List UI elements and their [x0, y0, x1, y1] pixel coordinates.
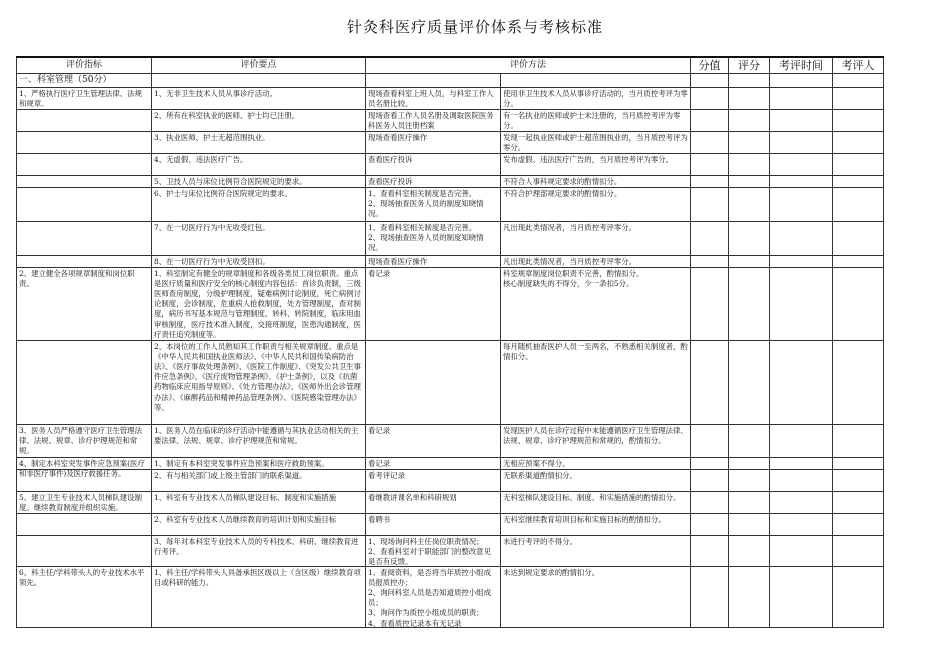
- header-review-time: 考评时间: [770, 57, 833, 74]
- header-reviewer: 考评人: [833, 57, 884, 74]
- method-cell-text: 看聘书: [368, 514, 391, 524]
- reviewer-cell: [833, 131, 884, 153]
- score-cell: [729, 221, 770, 255]
- score-cell: [729, 187, 770, 221]
- indicator-cell-text: 2、建立健全各项规章制度和岗位职责。: [19, 268, 135, 288]
- criterion-cell: [501, 566, 691, 627]
- method-cell: [366, 267, 501, 340]
- review-time-cell: [770, 175, 833, 187]
- score-value-cell: [691, 175, 729, 187]
- score-cell: [729, 424, 770, 457]
- reviewer-cell: [833, 469, 884, 491]
- criterion-cell-text: 凡出现此类情况者，当月质控考评零分。: [503, 222, 637, 232]
- criterion-cell: [501, 87, 691, 109]
- score-cell: [729, 513, 770, 535]
- header-score: 评分: [729, 57, 770, 74]
- method-cell: [366, 153, 501, 175]
- point-cell: [152, 469, 366, 491]
- reviewer-cell: [833, 87, 884, 109]
- review-time-cell: [770, 187, 833, 221]
- point-cell: [152, 175, 366, 187]
- score-cell: [729, 340, 770, 424]
- reviewer-cell: [833, 340, 884, 424]
- review-time-cell: [770, 109, 833, 131]
- score-value-cell: [691, 255, 729, 267]
- table-row: [17, 424, 884, 457]
- point-cell: [152, 153, 366, 175]
- table-row: [17, 566, 884, 627]
- method-cell-text: 看考评记录: [368, 470, 405, 480]
- review-time-cell: [770, 535, 833, 566]
- score-cell: [729, 87, 770, 109]
- table-row: [17, 87, 884, 109]
- score-cell: [729, 109, 770, 131]
- point-cell-text: 2、有与相关部门或上级主管部门的联系渠道。: [154, 470, 307, 480]
- point-cell-text: 6、护士与床位比例符合医院规定的要求。: [154, 188, 292, 198]
- point-cell-text: 1、医务人员在临床的诊疗活动中能遵循与其执业活动相关的主要法律、法规、规章、诊疗护理规范和常规。: [154, 425, 359, 445]
- indicator-cell: [17, 109, 152, 131]
- table-row: [17, 457, 884, 469]
- score-value-cell: [691, 131, 729, 153]
- indicator-cell-text: [19, 177, 149, 186]
- review-time-cell: [770, 267, 833, 340]
- method-cell-text: 看记录: [368, 268, 391, 278]
- method-cell-text: 现场查看医疗操作: [368, 132, 428, 142]
- point-cell-text: 2、所有在科室执业的医师、护士均已注册。: [154, 110, 300, 120]
- criterion-cell: [501, 513, 691, 535]
- criterion-cell-text: 无联系渠道酌情扣分。: [503, 470, 577, 480]
- indicator-cell: [17, 187, 152, 221]
- indicator-cell: [17, 457, 152, 478]
- point-cell-text: 2、科室有专业技术人员继续教育的培训计划和实施目标: [154, 514, 337, 524]
- table-row: [17, 109, 884, 131]
- point-cell-text: 5、卫技人员与床位比例符合医院规定的要求。: [154, 176, 307, 186]
- method-cell-text: 看记录: [368, 458, 391, 468]
- criterion-cell: [501, 187, 691, 221]
- indicator-cell: [17, 491, 152, 513]
- criterion-cell: [501, 267, 691, 340]
- reviewer-cell: [833, 491, 884, 513]
- reviewer-cell: [833, 535, 884, 566]
- criterion-cell-text: 不符合人事科规定要求的酌情扣分。: [503, 176, 622, 186]
- section-row: [17, 74, 884, 87]
- table-row: [17, 267, 884, 340]
- method-cell-text: 查看医疗投诉: [368, 154, 413, 164]
- table-row: [17, 153, 884, 175]
- criterion-cell: [501, 221, 691, 255]
- document-title: 针灸科医疗质量评价体系与考核标准: [346, 18, 603, 36]
- score-cell: [729, 175, 770, 187]
- indicator-cell: [17, 535, 152, 566]
- score-cell: [729, 491, 770, 513]
- method-cell-text: 现场查看科室上班人员，与科室工作人员名册比较。: [368, 88, 494, 108]
- table-row: [17, 340, 884, 424]
- review-time-cell: [770, 255, 833, 267]
- method-cell-text: 看记录: [368, 425, 391, 435]
- indicator-cell-text: [19, 133, 149, 152]
- point-cell-text: 8、在一切医疗行为中无收受回扣。: [154, 256, 270, 266]
- criterion-cell-text: 未达到规定要求的酌情扣分。: [503, 567, 600, 577]
- method-cell: [366, 187, 501, 221]
- criterion-cell: [501, 457, 691, 469]
- score-value-cell: [691, 187, 729, 221]
- table-row: [17, 469, 884, 491]
- score-cell: [729, 255, 770, 267]
- indicator-cell-text: [19, 257, 149, 266]
- score-cell: [729, 457, 770, 469]
- method-cell: [366, 255, 501, 267]
- section-title: 一、科室管理（50分）: [17, 74, 152, 87]
- method-cell-text: 1、查阅资料，是否将当年质控小组成员报质控办； 2、询问科室人员是否知道质控小组成员； 3、询问作为质控小组成员的职责； 4、查看质控记录本有无记录: [368, 567, 491, 628]
- point-cell: [152, 221, 366, 255]
- method-cell: [366, 340, 501, 424]
- score-value-cell: [691, 109, 729, 131]
- indicator-cell: [17, 424, 152, 457]
- method-cell: [366, 469, 501, 491]
- indicator-cell: [17, 255, 152, 267]
- score-cell: [729, 566, 770, 627]
- reviewer-cell: [833, 267, 884, 340]
- table-row: [17, 535, 884, 566]
- indicator-cell-text: 4、制定本科室突发事件应急预案(医疗和非医疗事件)及医疗救援任务。: [19, 458, 145, 478]
- method-cell-text: 看继教讲课名单和科研规划: [368, 492, 457, 502]
- criterion-cell: [501, 340, 691, 424]
- indicator-cell-text: [19, 111, 149, 130]
- score-value-cell: [691, 153, 729, 175]
- criterion-cell: [501, 469, 691, 491]
- method-cell: [366, 535, 501, 566]
- header-score-value: 分值: [691, 57, 729, 74]
- point-cell-text: 2、本岗位的工作人员熟知其工作职责与相关规章制度。重点是《中华人民共和国执业医师法》、《中华人民共和国传染病防治法》、《医疗事故处理条例》、《医院工作制度》、《突发公共卫生事件应急条例》、《医疗废物管理条例》、《护士条例》，以及《抗菌药物临床应用指导原则》、《处方管理办法》、《医师外出会诊管理办法》、《麻醉药品和精神药品管理条例》、《医院感染管理办法》等。: [154, 341, 361, 412]
- point-cell-text: 1、无非卫生技术人员从事诊疗活动。: [154, 88, 277, 98]
- criterion-cell-text: 无科室梯队建设目标、制度、和实施措施的酌情扣分。: [503, 492, 681, 502]
- criterion-cell-text: 发现医护人员在诊疗过程中未能遵循医疗卫生管理法律、法规、规章、诊疗护理规范和常规的，酌情扣分。: [503, 425, 688, 445]
- table-row: [17, 513, 884, 535]
- indicator-cell: [17, 267, 152, 340]
- method-cell-text: [368, 342, 498, 423]
- method-cell: [366, 513, 501, 535]
- indicator-cell: [17, 566, 152, 627]
- table-row: [17, 187, 884, 221]
- reviewer-cell: [833, 109, 884, 131]
- point-cell: [152, 109, 366, 131]
- reviewer-cell: [833, 457, 884, 469]
- score-value-cell: [691, 566, 729, 627]
- criterion-cell: [501, 491, 691, 513]
- criterion-cell: [501, 424, 691, 457]
- indicator-cell-text: 3、医务人员严格遵守医疗卫生管理法律、法规、规章、诊疗护理规范和常规。: [19, 425, 142, 456]
- method-cell: [366, 424, 501, 457]
- criterion-cell-text: 有一名执业的医师或护士未注册的，当月质控考评为零分。: [503, 110, 681, 130]
- review-time-cell: [770, 340, 833, 424]
- reviewer-cell: [833, 513, 884, 535]
- point-cell: [152, 87, 366, 109]
- review-time-cell: [770, 491, 833, 513]
- criterion-cell: [501, 153, 691, 175]
- method-cell-text: 查看医疗投诉: [368, 176, 413, 186]
- point-cell-text: 1、科室制定有健全的规章制度和各级各类员工岗位职责。重点是医疗质量和医疗安全的核心制度内容包括：首诊负责制，三级医师查房制度，分级护理制度，疑难病例讨论制度，死亡病例讨论制度，会诊制度，危重病人抢救制度，处方管理制度，查对制度，病历书写基本规范与管理制度，转科、转院制度，临床用血审核制度，医疗技术准入制度，交接班制度，医患沟通制度，医疗责任追究制度等。: [154, 268, 361, 339]
- method-cell-text: 现场查看医疗操作: [368, 256, 428, 266]
- point-cell-text: 1、科主任/学科带头人具备承担区级以上（含区级）继续教育项目或科研的能力。: [154, 567, 361, 587]
- point-cell: [152, 267, 366, 340]
- indicator-cell-text: [19, 155, 149, 174]
- point-cell: [152, 255, 366, 267]
- indicator-cell-text: [19, 515, 149, 534]
- score-value-cell: [691, 424, 729, 457]
- table-row: [17, 255, 884, 267]
- criterion-cell-text: 无相应预案不得分。: [503, 458, 570, 468]
- score-value-cell: [691, 87, 729, 109]
- indicator-cell-text: [19, 223, 149, 254]
- header-row: [17, 57, 884, 74]
- method-cell: [366, 491, 501, 513]
- indicator-cell: [17, 131, 152, 153]
- score-value-cell: [691, 513, 729, 535]
- review-time-cell: [770, 469, 833, 491]
- indicator-cell: [17, 87, 152, 109]
- indicator-cell: [17, 340, 152, 424]
- header-indicator: 评价指标: [17, 57, 152, 74]
- score-value-cell: [691, 221, 729, 255]
- method-cell-text: 1、查看科室相关制度是否完善。 2、现场抽查医务人员的制度知晓情况。: [368, 222, 484, 253]
- score-value-cell: [691, 491, 729, 513]
- criterion-cell: [501, 175, 691, 187]
- point-cell: [152, 513, 366, 535]
- table-row: [17, 491, 884, 513]
- indicator-cell: [17, 221, 152, 255]
- point-cell-text: 4、无虚假、违法医疗广告。: [154, 154, 248, 164]
- point-cell-text: 3、每年对本科室专业技术人员的专科技术、科研、继续教育进行考评。: [154, 536, 359, 556]
- score-value-cell: [691, 535, 729, 566]
- point-cell-text: 7、在一切医疗行为中无收受红包。: [154, 222, 270, 232]
- point-cell: [152, 535, 366, 566]
- header-points: 评价要点: [152, 57, 366, 74]
- indicator-cell-text: 6、科主任/学科带头人的专业技术水平领先。: [19, 567, 145, 587]
- header-method: 评价方法: [366, 57, 691, 74]
- criterion-cell-text: 不符合护理部规定要求的酌情扣分。: [503, 188, 622, 198]
- method-cell: [366, 87, 501, 109]
- criterion-cell-text: 使用非卫生技术人员从事诊疗活动的，当月质控考评为零分。: [503, 88, 688, 108]
- method-cell-text: 1、现场询问科主任岗位职责情况； 2、查看科室对于职能部门的整改意见是否有反馈。: [368, 536, 491, 567]
- table-row: [17, 221, 884, 255]
- point-cell: [152, 187, 366, 221]
- point-cell: [152, 491, 366, 513]
- reviewer-cell: [833, 255, 884, 267]
- method-cell: [366, 221, 501, 255]
- score-cell: [729, 535, 770, 566]
- reviewer-cell: [833, 153, 884, 175]
- method-cell: [366, 175, 501, 187]
- method-cell: [366, 109, 501, 131]
- point-cell-text: 1、科室有专业技术人员梯队建设目标、制度和实施措施: [154, 492, 337, 502]
- reviewer-cell: [833, 175, 884, 187]
- point-cell-text: 1、制定有本科室突发事件应急预案和医疗救助预案。: [154, 458, 329, 468]
- indicator-cell-text: [19, 189, 149, 220]
- indicator-cell: [17, 175, 152, 187]
- criterion-cell-text: 凡出现此类情况者，当月质控考评零分。: [503, 256, 637, 266]
- criterion-cell-text: 未进行考评的不得分。: [503, 536, 577, 546]
- indicator-cell-text: [19, 537, 149, 565]
- criterion-cell-text: 科室规章制度岗位职责不完善，酌情扣分。 核心制度缺失的不得分，少一条扣5分。: [503, 268, 644, 288]
- review-time-cell: [770, 566, 833, 627]
- review-time-cell: [770, 153, 833, 175]
- score-value-cell: [691, 340, 729, 424]
- score-cell: [729, 267, 770, 340]
- review-time-cell: [770, 457, 833, 469]
- score-value-cell: [691, 469, 729, 491]
- review-time-cell: [770, 424, 833, 457]
- criterion-cell-text: 每月随机抽查医护人员一至两名，不熟悉相关制度者，酌情扣分。: [503, 341, 688, 361]
- point-cell-text: 3、执业医师、护士无超范围执业。: [154, 132, 270, 142]
- method-cell: [366, 131, 501, 153]
- score-cell: [729, 131, 770, 153]
- criterion-cell: [501, 255, 691, 267]
- score-cell: [729, 153, 770, 175]
- reviewer-cell: [833, 187, 884, 221]
- method-cell-text: 现场查看工作人员名册及调取医院医务科医务人员注册档案: [368, 110, 494, 130]
- indicator-cell-text: 1、严格执行医疗卫生管理法律、法规和规章。: [19, 88, 142, 108]
- point-cell: [152, 340, 366, 424]
- score-cell: [729, 469, 770, 491]
- table-row: [17, 131, 884, 153]
- criterion-cell: [501, 535, 691, 566]
- point-cell: [152, 131, 366, 153]
- review-time-cell: [770, 221, 833, 255]
- review-time-cell: [770, 87, 833, 109]
- review-time-cell: [770, 513, 833, 535]
- reviewer-cell: [833, 566, 884, 627]
- criterion-cell-text: 发布虚假、违法医疗广告的，当月质控考评为零分。: [503, 154, 673, 164]
- criterion-cell-text: 发现一起执业医师或护士超范围执业的，当月质控考评为零分。: [503, 132, 688, 152]
- reviewer-cell: [833, 424, 884, 457]
- evaluation-table: [16, 56, 884, 628]
- review-time-cell: [770, 131, 833, 153]
- score-value-cell: [691, 457, 729, 469]
- method-cell: [366, 566, 501, 627]
- indicator-cell: [17, 153, 152, 175]
- criterion-cell-text: 无科室继续教育培训目标和实施目标的酌情扣分。: [503, 514, 666, 524]
- table-body: [17, 87, 884, 627]
- point-cell: [152, 457, 366, 469]
- indicator-cell: [17, 513, 152, 535]
- indicator-cell-text: [19, 342, 149, 423]
- method-cell-text: 1、查看科室相关制度是否完善。 2、现场抽查医务人员的制度知晓情况。: [368, 188, 484, 219]
- reviewer-cell: [833, 221, 884, 255]
- point-cell: [152, 424, 366, 457]
- indicator-cell-text: 5、建立卫生专业技术人员梯队建设制度、继续教育制度并组织实施。: [19, 492, 142, 512]
- method-cell: [366, 457, 501, 469]
- criterion-cell: [501, 109, 691, 131]
- point-cell: [152, 566, 366, 627]
- criterion-cell: [501, 131, 691, 153]
- table-row: [17, 175, 884, 187]
- score-value-cell: [691, 267, 729, 340]
